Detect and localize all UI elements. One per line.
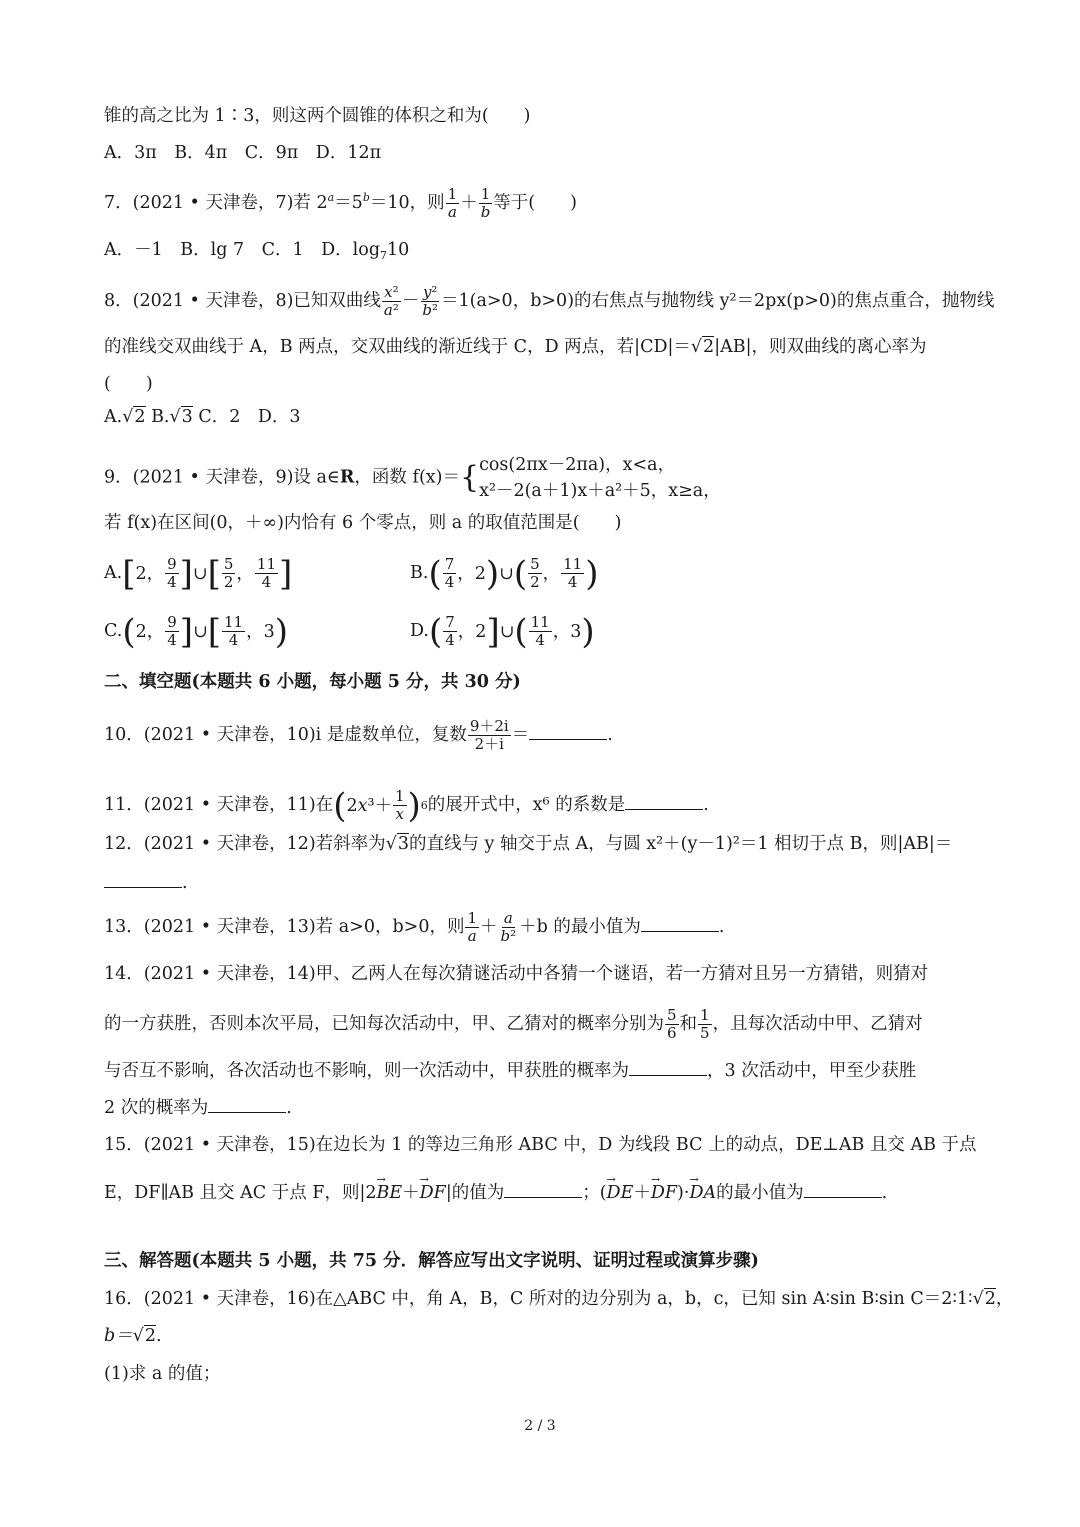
q8-stem: 8．(2021 • 天津卷，8)已知双曲线 $\frac{\text{x²}}{\text{a²}}$ － $\frac{\text{y²}}{\text{b²}}$ ＝1(a>0，b>0)的右焦点与抛物线 y²＝2px(p>0)的焦点重合，抛物线 <box>104 283 995 319</box>
q8-stem-line2: 的准线交双曲线于 A，B 两点，交双曲线的渐近线于 C，D 两点，若|CD|＝√2|AB|，则双曲线的离心率为 <box>104 337 927 357</box>
q13-stem: 13．(2021 • 天津卷，13)若 a>0，b>0，则 $\frac{1}{a}$ ＋ $\frac{a}{\text{b²}}$ ＋b 的最小值为 . <box>104 909 725 945</box>
q12-stem: 12．(2021 • 天津卷，12)若斜率为√3的直线与 y 轴交于点 A，与圆 x²＋(y－1)²＝1 相切于点 B，则|AB|＝ <box>104 834 953 854</box>
q9-stem-line2: 若 f(x)在区间(0，＋∞)内恰有 6 个零点，则 a 的取值范围是( ) <box>104 513 622 533</box>
q14-stem-line1: 14．(2021 • 天津卷，14)甲、乙两人在每次猜谜活动中各猜一个谜语，若一方猜对且另一方猜错，则猜对 <box>104 964 929 984</box>
q15-stem-line2: E，DF∥AB 且交 AC 于点 F，则|2→ BE＋→ DF|的值为 ；(→ DE＋→ DF)·→ DA的最小值为 . <box>104 1180 887 1205</box>
q8-options: A.√2 B.√3 C．2 D．3 <box>104 407 301 427</box>
answer-blank <box>104 870 182 888</box>
answer-blank <box>641 914 719 932</box>
q16-stem-line2: b＝√2. <box>104 1326 162 1346</box>
q11-stem: 11．(2021 • 天津卷，11)在 ( 2 x ³＋ 1 x ) 6 的展开式中，x⁶ 的系数是 . <box>104 785 709 826</box>
q16-stem-line1: 16．(2021 • 天津卷，16)在△ABC 中，角 A，B，C 所对的边分别为 a，b，c，已知 sin A∶sin B∶sin C＝2∶1∶√2， <box>104 1289 1014 1309</box>
q9-option-b: B. ( 7 4 ，2 ) ∪ ( 5 2 ， 11 4 ) <box>410 553 599 594</box>
answer-blank <box>629 1058 707 1076</box>
answer-blank <box>504 1180 582 1198</box>
q9-stem: 9．(2021 • 天津卷，9)设 a∈R，函数 f(x)＝{ cos(2πx－2πa)，x<a， x²－2(a＋1)x＋a²＋5，x≥a， <box>104 455 721 501</box>
q7-options: A．－1 B．lg 7 C．1 D．$\log_710$ <box>104 240 410 262</box>
q6-stem: 锥的高之比为 1∶3，则这两个圆锥的体积之和为( ) <box>104 106 531 126</box>
answer-blank <box>804 1180 882 1198</box>
q14-stem-line3: 与否互不影响，各次活动也不影响，则一次活动中，甲获胜的概率为 ，3 次活动中，甲至少获胜 <box>104 1058 916 1083</box>
q12-blank-line: . <box>104 870 188 895</box>
answer-blank <box>208 1095 286 1113</box>
q14-stem-line4: 2 次的概率为 . <box>104 1095 292 1120</box>
q7-stem: 7．(2021 • 天津卷，7)若 $2^a=5^b=10$，则 $\frac{1}{a}$ ＋ $\frac{1}{b}$ 等于( ) <box>104 185 577 221</box>
q6-options: A．3π B．4π C．9π D．12π <box>104 143 382 163</box>
answer-blank <box>625 792 703 810</box>
q9-option-c: C. ( 2， 9 4 ] ∪ [ 11 4 ，3 ) <box>104 611 288 652</box>
answer-blank <box>529 722 607 740</box>
q15-stem-line1: 15．(2021 • 天津卷，15)在边长为 1 的等边三角形 ABC 中，D 为线段 BC 上的动点，DE⊥AB 且交 AB 于点 <box>104 1135 977 1155</box>
page-number: 2 / 3 <box>524 1418 556 1434</box>
q10-stem: 10．(2021 • 天津卷，10)i 是虚数单位，复数 $\frac{9+2i}{2+i}$ ＝ . <box>104 717 613 753</box>
q9-option-d: D. ( 7 4 ，2 ] ∪ ( 11 4 ，3 ) <box>410 611 595 652</box>
q9-option-a: A. [ 2， 9 4 ] ∪ [ 5 2 ， 11 4 ] <box>104 553 293 594</box>
section-2-heading: 二、填空题(本题共 6 小题，每小题 5 分，共 30 分) <box>104 672 521 692</box>
q8-stem-line3: ( ) <box>104 374 153 394</box>
q16-part1: (1)求 a 的值； <box>104 1364 221 1384</box>
q14-stem-line2: 的一方获胜，否则本次平局，已知每次活动中，甲、乙猜对的概率分别为 $\frac{5}{6}$ 和 $\frac{1}{5}$ ，且每次活动中甲、乙猜对 <box>104 1006 923 1042</box>
section-3-heading: 三、解答题(本题共 5 小题，共 75 分．解答应写出文字说明、证明过程或演算步骤) <box>104 1251 759 1271</box>
